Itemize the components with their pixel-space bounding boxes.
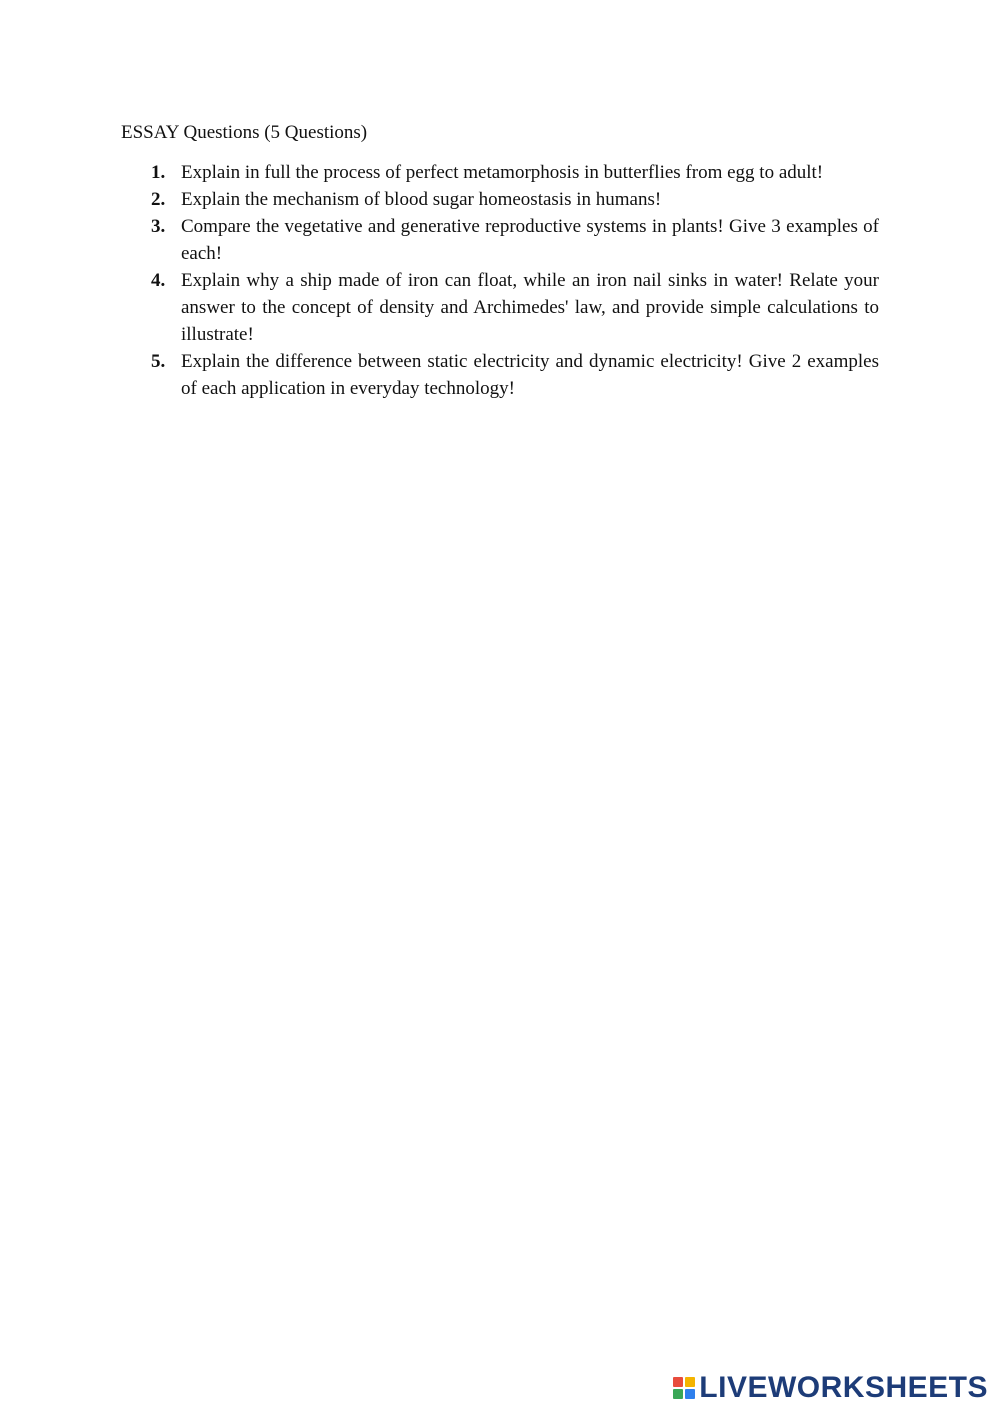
question-item [140,159,879,186]
question-number: 1. [151,162,166,183]
question-text: Explain the difference between static electricity and dynamic electricity! Give 2 examples of each application in everyday technology! [181,351,879,399]
question-text: Compare the vegetative and generative reproductive systems in plants! Give 3 examples of each! [181,216,879,264]
question-number: 3. [151,216,166,237]
logo-mark-square-e [685,1389,695,1399]
question-list [140,159,879,402]
question-item [140,267,879,348]
logo-mark-square-v [673,1389,683,1399]
liveworksheets-logo [673,1372,988,1404]
question-item [140,348,879,402]
logo-mark-square-i [685,1377,695,1387]
page-title: ESSAY Questions (5 Questions) [121,122,368,143]
question-text: Explain in full the process of perfect metamorphosis in butterflies from egg to adult! [181,162,824,183]
logo-text: LIVEWORKSHEETS [699,1371,988,1404]
question-number: 5. [151,351,166,372]
logo-mark-square-l [673,1377,683,1387]
question-text: Explain why a ship made of iron can float, while an iron nail sinks in water! Relate your answer to the concept of density and Archimedes' law, and provide simple calculations to illustrate! [181,270,879,345]
question-number: 2. [151,189,166,210]
logo-mark-icon [673,1377,695,1399]
question-text: Explain the mechanism of blood sugar homeostasis in humans! [181,189,662,210]
question-number: 4. [151,270,166,291]
question-item [140,186,879,213]
question-item [140,213,879,267]
